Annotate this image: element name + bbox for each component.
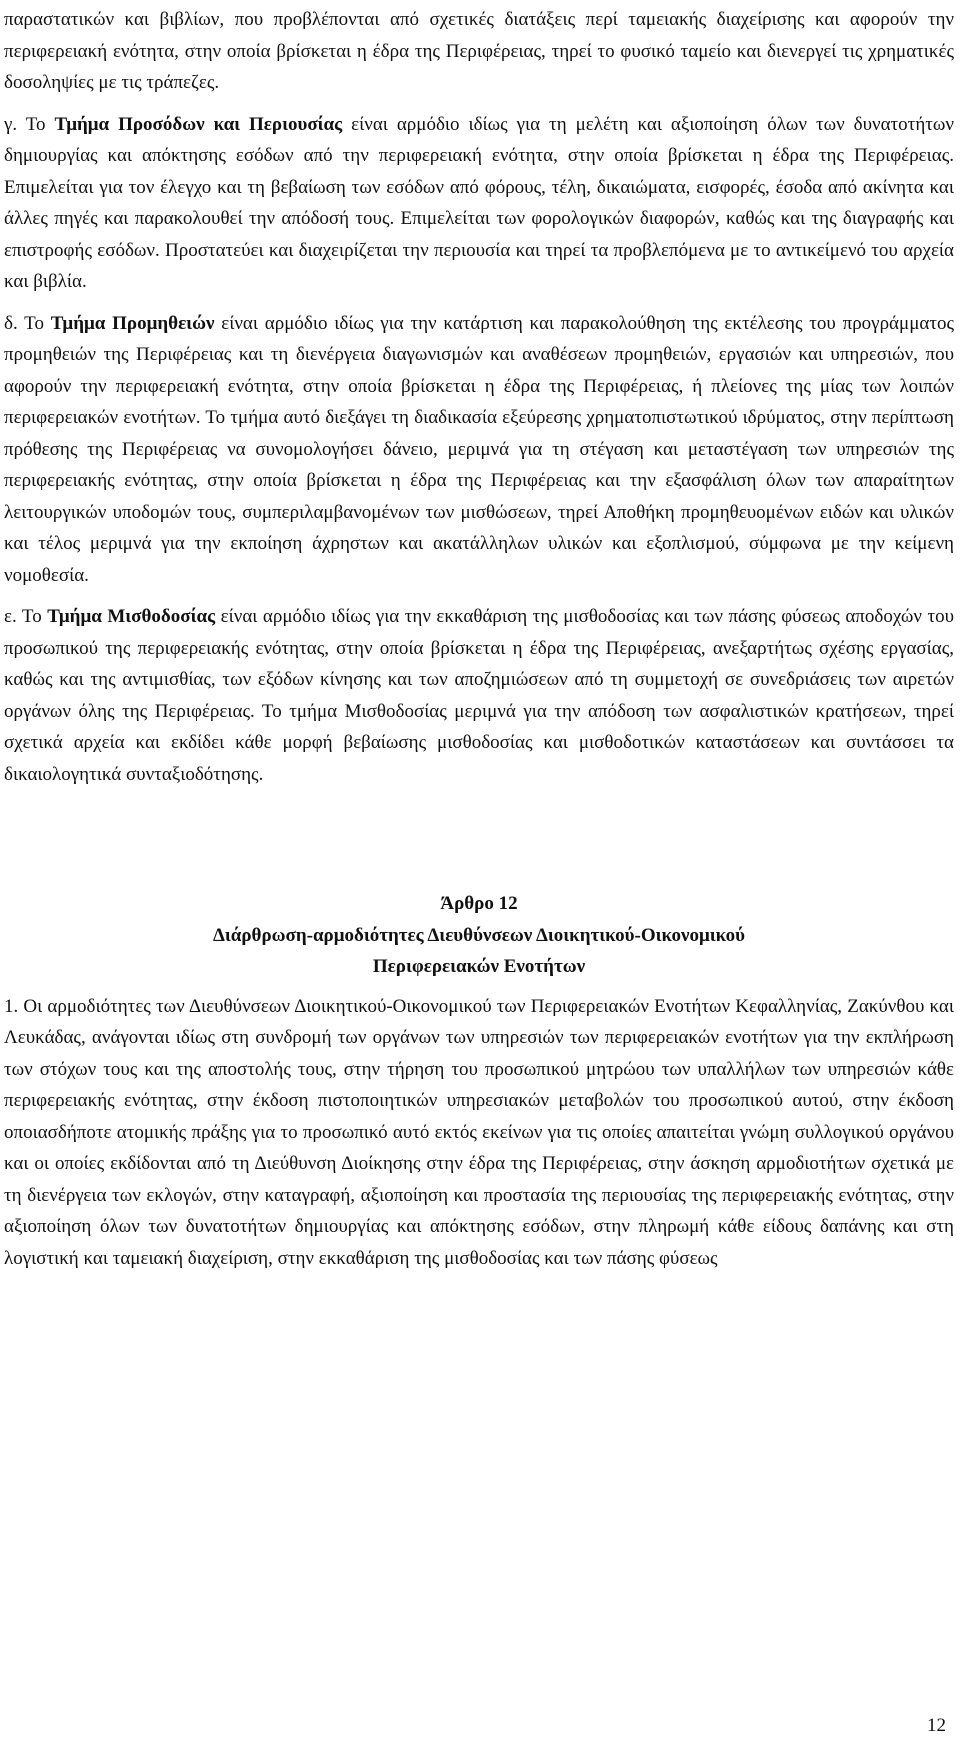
- paragraph-g-prefix: γ. Το: [4, 113, 55, 135]
- section-spacer: [4, 790, 954, 888]
- paragraph-d-text: είναι αρμόδιο ιδίως για την κατάρτιση και παρακολούθηση της εκτέλεσης του προγράμματος προμηθειών της Περιφέρειας και τη διενέργεια διαγωνισμών και αναθέσεων προμηθειών, εργασιών και υπηρεσιών, που αφορούν την περιφερειακή ενότητα, στην οποία βρίσκεται η έδρα της Περιφέρειας, ή πλείονες της μίας των λοιπών περιφερειακών ενοτήτων. Το τμήμα αυτό διεξάγει τη διαδικασία εξεύρεσης χρηματοπιστωτικού ιδρύματος, στην περίπτωση πρόθεσης της Περιφέρειας να συνομολογήσει δάνειο, μεριμνά για τη στέγαση και μεταστέγαση των υπηρεσιών της περιφερειακής ενότητας, στην οποία βρίσκεται η έδρα της Περιφέρειας και την εξασφάλιση όλων των απαραίτητων λειτουργικών υποδομών τους, συμπεριλαμβανομένων των μισθώσεων, τηρεί Αποθήκη προμηθευομένων ειδών και υλικών και τέλος μεριμνά για την εκποίηση άχρηστων και ακατάλληλων υλικών και εξοπλισμού, σύμφωνα με την κείμενη νομοθεσία.: [4, 312, 954, 586]
- paragraph-e-prefix: ε. Το: [4, 606, 48, 627]
- article-number: Άρθρο 12: [440, 893, 518, 914]
- article-title-line-1: Διάρθρωση-αρμοδιότητες Διευθύνσεων Διοικητικού-Οικονομικού: [212, 924, 746, 946]
- section-name-revenue-property: Τμήμα Προσόδων και Περιουσίας: [54, 113, 343, 135]
- paragraph-g-text: είναι αρμόδιο ιδίως για τη μελέτη και αξιοποίηση όλων των δυνατοτήτων δημιουργίας και απόκτησης εσόδων από την περιφερειακή ενότητα, στην οποία βρίσκεται η έδρα της Περιφέρειας. Επιμελείται για τον έλεγχο και τη βεβαίωση των εσόδων από φόρους, τέλη, δικαιώματα, εισφορές, έσοδα από ακίνητα και άλλες πηγές και παρακολουθεί την απόδοσή τους. Επιμελείται των φορολογικών διαφορών, καθώς και της διαγραφής και επιστροφής εσόδων. Προστατεύει και διαχειρίζεται την περιουσία και τηρεί τα προβλεπόμενα με το αντικείμενό του αρχεία και βιβλία.: [4, 113, 954, 292]
- article-title-line-2: Περιφερειακών Ενοτήτων: [372, 956, 586, 977]
- article-heading: [4, 888, 954, 983]
- paragraph-d-prefix: δ. Το: [4, 312, 51, 334]
- paragraph-e-text: είναι αρμόδιο ιδίως για την εκκαθάριση της μισθοδοσίας και των πάσης φύσεως αποδοχών του προσωπικού της περιφερειακής ενότητας, στην οποία βρίσκεται η έδρα της Περιφέρειας, ανεξαρτήτως σχέσης εργασίας, καθώς και της αντιμισθίας, των εξόδων κίνησης και των αποζημιώσεων από τη συμμετοχή σε συνεδριάσεις των αιρετών οργάνων όλης της Περιφέρειας. Το τμήμα Μισθοδοσίας μεριμνά για την απόδοση των ασφαλιστικών κρατήσεων, τηρεί σχετικά αρχεία και εκδίδει κάθε μορφή βεβαίωσης μισθοδοσίας και μισθοδοτικών καταστάσεων και συντάσσει τα δικαιολογητικά συνταξιοδότησης.: [4, 606, 954, 785]
- paragraph-1-text: 1. Οι αρμοδιότητες των Διευθύνσεων Διοικητικού-Οικονομικού των Περιφερειακών Ενοτήτων Κεφαλληνίας, Ζακύνθου και Λευκάδας, ανάγονται ιδίως στη συνδρομή των οργάνων των υπηρεσιών των περιφερειακών ενοτήτων για την εκπλήρωση των στόχων τους και της αποστολής τους, στην τήρηση του προσωπικού μητρώου των υπαλλήλων των υπηρεσιών κάθε περιφερειακής ενότητας, στην έκδοση πιστοποιητικών υπηρεσιακών μεταβολών του προσωπικού αυτού, στην έκδοση οποιασδήποτε ατομικής πράξης για το προσωπικό αυτό εκτός εκείνων για τις οποίες απαιτείται γνώμη συλλογικού οργάνου και οι οποίες εκδίδονται από τη Διεύθυνση Διοίκησης στην έδρα της Περιφέρειας, στην άσκηση αρμοδιοτήτων σχετικά με τη διενέργεια των εκλογών, στην καταγραφή, αξιοποίηση και προστασία της περιουσίας της περιφερειακής ενότητας, στην αξιοποίηση όλων των δυνατοτήτων δημιουργίας και απόκτησης εσόδων, στην πληρωμή κάθε είδους δαπάνης και στη λογιστική και ταμειακή διαχείριση, στην εκκαθάριση της μισθοδοσίας και των πάσης φύσεως: [4, 995, 954, 1269]
- paragraph-d: [4, 308, 954, 592]
- paragraph-intro: [4, 4, 954, 99]
- paragraph-g: [4, 109, 954, 298]
- section-name-procurement: Τμήμα Προμηθειών: [50, 312, 215, 334]
- paragraph-1: [4, 991, 954, 1275]
- page-number: 12: [927, 1715, 946, 1736]
- paragraph-intro-text: παραστατικών και βιβλίων, που προβλέπονται από σχετικές διατάξεις περί ταμειακής διαχείρισης και αφορούν την περιφερειακή ενότητα, στην οποία βρίσκεται η έδρα της Περιφέρειας, τηρεί το φυσικό ταμείο και διενεργεί τις χρηματικές δοσοληψίες με τις τράπεζες.: [4, 9, 954, 93]
- paragraph-e: [4, 601, 954, 790]
- section-name-payroll: Τμήμα Μισθοδοσίας: [47, 606, 216, 627]
